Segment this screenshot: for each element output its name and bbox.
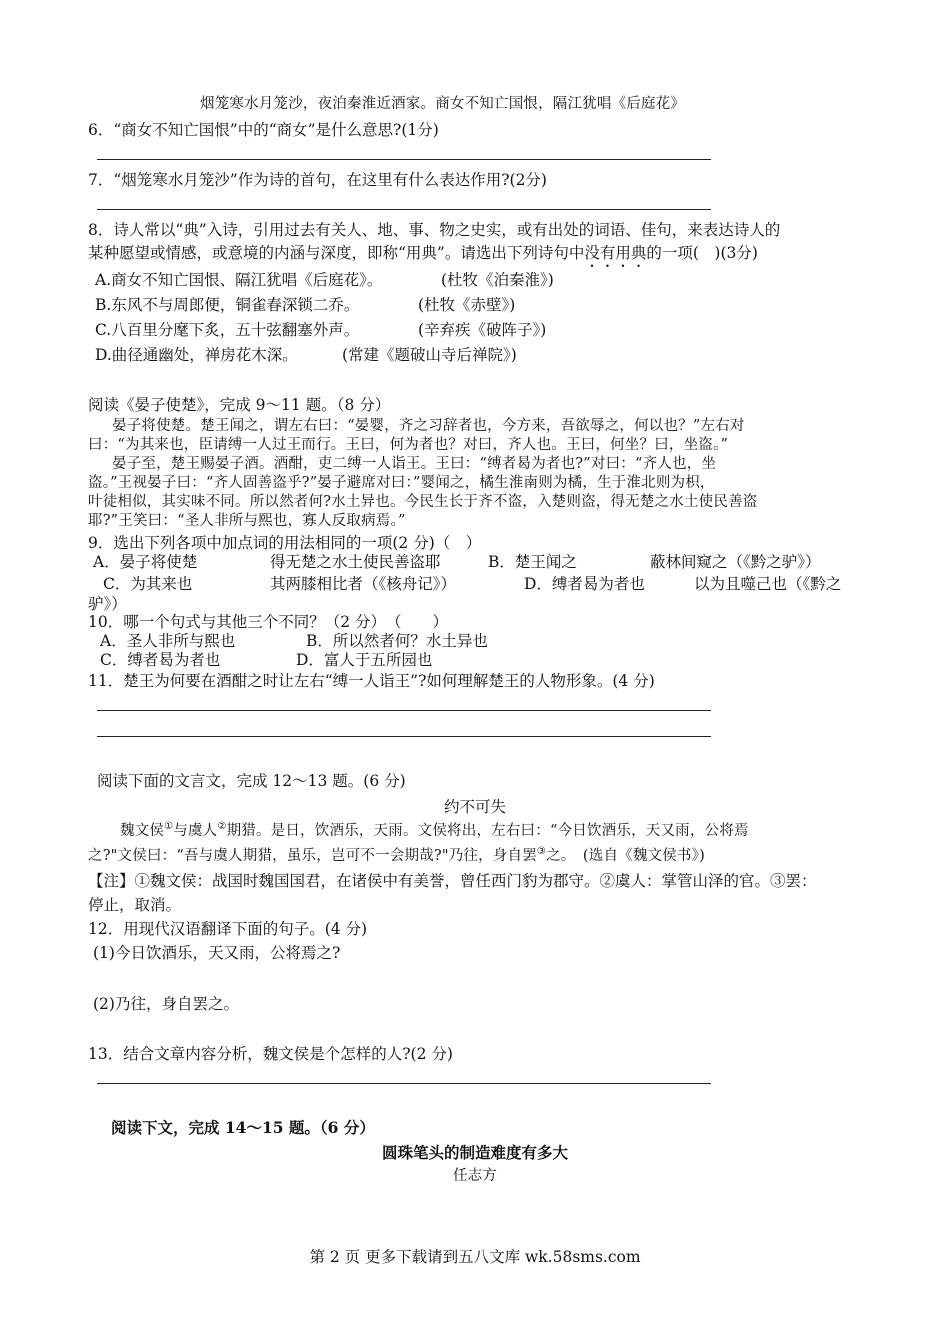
question-12: 12．用现代汉语翻译下面的句子。(4 分): [88, 920, 368, 938]
question-8-line1: 8．诗人常以“典”入诗，引用过去有关人、地、事、物之史实，或有出处的词语、佳句，来表达诗人的: [88, 221, 781, 239]
q10-option-c: C．缚者曷为者也: [100, 651, 221, 669]
yanzi-passage-line: 耶?”王笑曰：“圣人非所与熙也，寡人反取病焉。”: [88, 513, 406, 529]
q8-option-c: C.八百里分麾下炙，五十弦翻塞外声。: [95, 321, 360, 339]
q8-stem-end: 的一项( )(3分): [646, 244, 758, 262]
question-8-line2: [88, 243, 758, 271]
note-marker: ②: [217, 821, 227, 833]
q9-option-d-wrap: 驴》）: [88, 595, 127, 613]
question-7: 7．“烟笼寒水月笼沙”作为诗的首句，在这里有什么表达作用?(2分): [88, 171, 547, 189]
answer-line: [97, 159, 711, 160]
answer-line: [97, 736, 711, 737]
q12-sentence-1: (1)今日饮酒乐，天又雨，公将焉之?: [93, 944, 341, 962]
note-marker: ③: [536, 846, 547, 858]
yue-title: 约不可失: [443, 798, 506, 816]
q8-emphasis-text: 没有用典: [584, 244, 647, 262]
yue-text: 魏文侯: [120, 823, 165, 839]
q8-option-a: A.商女不知亡国恨、隔江犹唱《后庭花》。: [95, 271, 383, 289]
yue-text: 之?"文侯曰：“吾与虞人期猎，虽乐，岂可不一会期哉?"乃往，身自罢: [88, 848, 537, 864]
q8-option-a-source: (杜牧《泊秦淮》): [441, 271, 554, 289]
q8-option-d: D.曲径通幽处，禅房花木深。: [95, 346, 298, 364]
q10-option-b: B．所以然者何？水土异也: [306, 632, 488, 650]
yanzi-passage-line: 晏子至，楚王赐晏子酒。酒酣，吏二缚一人诣王。王曰：“缚者曷为者也?”对曰：“齐人也，坐: [112, 456, 717, 472]
poem-line: 烟笼寒水月笼沙，夜泊秦淮近酒家。商女不知亡国恨，隔江犹唱《后庭花》: [200, 96, 686, 112]
q9-option-a-compare: 得无楚之水土使民善盗耶: [270, 553, 441, 571]
note-marker: ①: [164, 821, 174, 833]
question-9: 9．选出下列各项中加点词的用法相同的一项(2 分)（ ）: [88, 534, 482, 552]
yue-passage-line: [120, 821, 749, 841]
answer-line: [97, 209, 711, 210]
pen-title: 圆珠笔头的制造难度有多大: [381, 1143, 568, 1162]
yue-notes: 【注】①魏文侯：战国时魏国国君，在诸侯中有美誉，曾任西门豹为郡守。②虞人：掌管山泽的官。③罢：: [88, 872, 817, 890]
question-11: 11．楚王为何要在酒酣之时让左右“缚一人诣王”?如何理解楚王的人物形象。(4 分): [88, 672, 655, 690]
yue-text: 之。 (选自《魏文侯书》): [546, 848, 705, 864]
q8-option-c-source: (辛弃疾《破阵子》): [418, 321, 547, 339]
q12-sentence-2: (2)乃往，身自罢之。: [93, 995, 239, 1013]
page-footer: 第 2 页 更多下载请到五八文库 wk.58sms.com: [309, 1248, 641, 1266]
yue-notes-cont: 停止，取消。: [88, 896, 182, 914]
yue-passage-line: [88, 846, 705, 866]
answer-line: [97, 1083, 711, 1084]
yanzi-passage-line: 曰：“为其来也，臣请缚一人过王而行。王曰，何为者也？对曰，齐人也。王曰，何坐？曰，坐盗。”: [88, 437, 729, 453]
question-6: 6．“商女不知亡国恨”中的“商女”是什么意思?(1分): [88, 121, 439, 139]
q8-option-d-source: (常建《题破山寺后禅院》): [342, 346, 517, 364]
q10-option-a: A．圣人非所与熙也: [100, 632, 236, 650]
q8-stem-text: 某种愿望或情感，或意境的内涵与深度，即称“用典”。请选出下列诗句中: [88, 244, 585, 262]
yue-heading: 阅读下面的文言文，完成 12～13 题。(6 分): [97, 772, 406, 790]
pen-heading: 阅读下文，完成 14～15 题。（6 分）: [111, 1118, 375, 1137]
yue-text: 期猎。是日，饮酒乐，天雨。文侯将出，左右曰：“今日饮酒乐，天又雨，公将焉: [226, 823, 749, 839]
q9-option-a: A．晏子将使楚: [93, 553, 198, 571]
question-10: 10．哪一个句式与其他三个不同？（2 分） （ ）: [88, 613, 449, 631]
q9-option-c-compare: 其两膝相比者（《核舟记》）: [270, 575, 457, 593]
yanzi-heading: 阅读《晏子使楚》，完成 9～11 题。（8 分）: [88, 396, 391, 414]
q9-option-b-compare: 蔽林间窥之（《黔之驴》）: [650, 553, 821, 571]
answer-line: [97, 710, 711, 711]
question-13: 13．结合文章内容分析，魏文侯是个怎样的人?(2 分): [88, 1045, 453, 1063]
pen-author: 任志方: [452, 1168, 498, 1184]
q9-option-d-compare: 以为且噬己也（《黔之: [694, 575, 842, 593]
yanzi-passage-line: 盗。”王视晏子曰：“齐人固善盗乎?”晏子避席对曰：”婴闻之，橘生淮南则为橘，生于淮北则为枳，: [88, 475, 715, 491]
q9-option-c: C．为其来也: [103, 575, 193, 593]
q8-option-b-source: (杜牧《赤壁》): [418, 296, 516, 314]
q9-option-d: D．缚者曷为者也: [524, 575, 645, 593]
yue-text: 与虞人: [173, 823, 218, 839]
yanzi-passage-line: 晏子将使楚。楚王闻之，谓左右曰：“晏婴，齐之习辞者也，今方来，吾欲辱之，何以也？”左右对: [112, 418, 745, 434]
q8-option-b: B.东风不与周郎便，铜雀春深锁二乔。: [95, 296, 360, 314]
q10-option-d: D．富人于五所园也: [296, 651, 433, 669]
yanzi-passage-line: 叶徒相似，其实味不同。所以然者何?水土异也。今民生长于齐不盗，入楚则盗，得无楚之水土使民善盗: [88, 494, 758, 510]
q9-option-b: B．楚王闻之: [488, 553, 577, 571]
